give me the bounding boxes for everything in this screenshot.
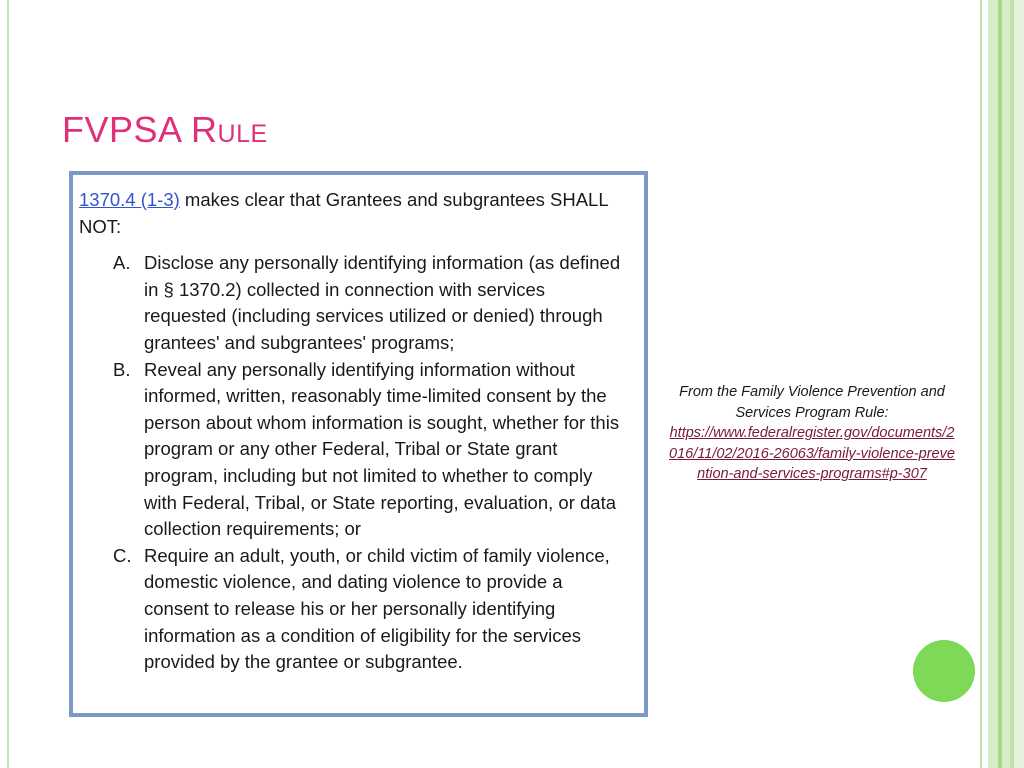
rule-excerpt-box — [69, 171, 648, 717]
source-note-text: From the Family Violence Prevention and Services Program Rule: — [679, 384, 945, 421]
slide-frame-right-border — [976, 0, 1024, 768]
rule-intro-text: makes clear that Grantees and subgrantees SHALL NOT: — [79, 189, 608, 237]
rule-intro — [79, 187, 630, 240]
source-note — [666, 382, 958, 485]
prohibitions-list — [79, 250, 630, 676]
decorative-circle — [913, 640, 975, 702]
list-item — [79, 250, 630, 356]
list-item-text: Require an adult, youth, or child victim of family violence, domestic violence, and dating violence to provide a consent to release his or her personally identifying information as a condition of eligibility for the services provided by the grantee or subgrantee. — [144, 544, 610, 673]
list-item-letter: C. — [113, 544, 132, 566]
citation-link[interactable]: 1370.4 (1-3) — [79, 189, 180, 210]
list-item — [79, 357, 630, 543]
rule-excerpt-content — [73, 175, 644, 676]
list-item-text: Disclose any personally identifying information (as defined in § 1370.2) collected in connection with services requested (including services utilized or denied) through grantees' and subgrantees' programs; — [144, 252, 621, 353]
list-item-letter: B. — [113, 358, 131, 380]
slide-frame-left-border — [7, 0, 9, 768]
list-item — [79, 543, 630, 676]
list-item-text: Reveal any personally identifying information without informed, written, reasonably time-limited consent by the person about whom information is sought, whether for this program or any other Federal, Tribal or State grant program, including but not limited to whether to comply with Federal, Tribal, or State reporting, evaluation, or data collection requirements; or — [144, 358, 620, 540]
list-item-letter: A. — [113, 252, 131, 274]
source-link[interactable]: https://www.federalregister.gov/documents/2016/11/02/2016-26063/family-violence-prevention-and-services-programs#p-307 — [669, 425, 955, 483]
slide-title: FVPSA Rule — [62, 109, 268, 150]
